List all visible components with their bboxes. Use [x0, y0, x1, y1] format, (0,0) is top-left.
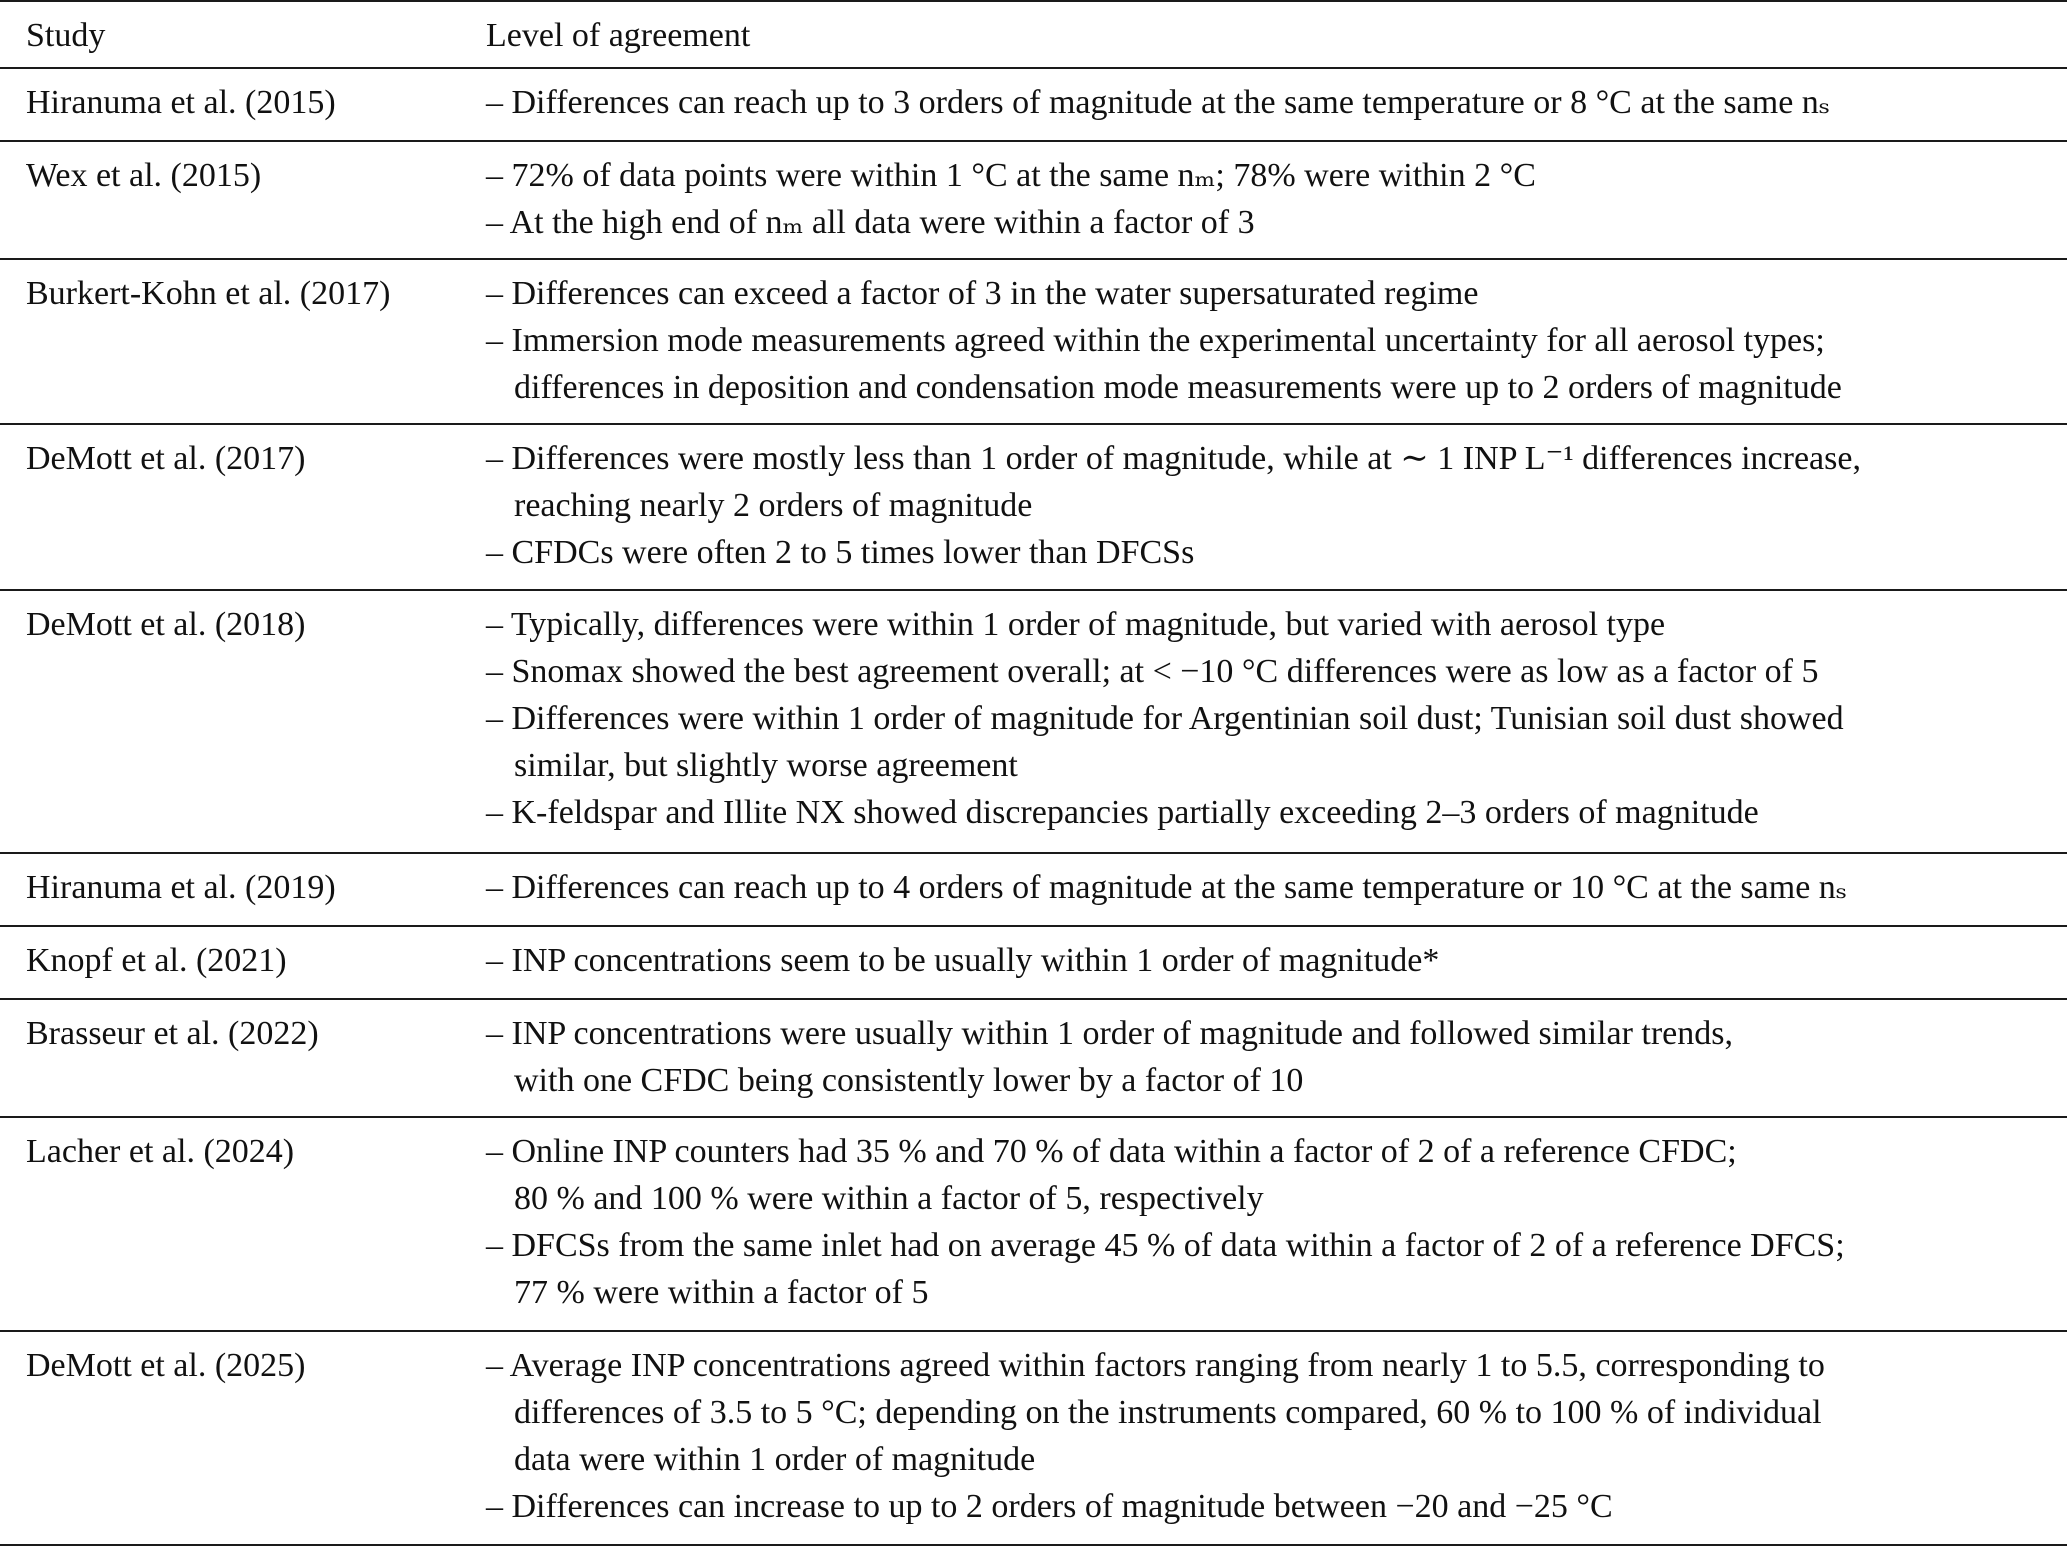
agreement-text — [486, 601, 1844, 836]
table-row — [0, 852, 2067, 925]
study-name: DeMott et al. (2025) — [26, 1347, 306, 1384]
agreement-line: 77 % were within a factor of 5 — [514, 1274, 929, 1311]
agreement-line: – Differences can reach up to 3 orders of magnitude at the same temperature or 8 °C at the same nₛ — [486, 84, 1831, 121]
table-bottom-rule — [0, 1544, 2067, 1546]
header-study: Study — [26, 17, 106, 54]
agreement-line: – Differences can reach up to 4 orders of magnitude at the same temperature or 10 °C at the same nₛ — [486, 869, 1848, 906]
agreement-line: reaching nearly 2 orders of magnitude — [514, 487, 1033, 524]
table-row — [0, 1330, 2067, 1544]
agreement-line: – Typically, differences were within 1 order of magnitude, but varied with aerosol type — [486, 606, 1666, 643]
agreement-line: – DFCSs from the same inlet had on average 45 % of data within a factor of 2 of a reference DFCS; — [486, 1227, 1845, 1264]
study-name: Wex et al. (2015) — [26, 157, 262, 194]
study-name: DeMott et al. (2017) — [26, 440, 306, 477]
agreement-line: – Average INP concentrations agreed within factors ranging from nearly 1 to 5.5, corresponding to — [486, 1347, 1825, 1384]
agreement-line: differences in deposition and condensation mode measurements were up to 2 orders of magnitude — [514, 369, 1842, 406]
agreement-text — [486, 1128, 1845, 1316]
study-name: Lacher et al. (2024) — [26, 1133, 295, 1170]
agreement-text — [486, 435, 1861, 576]
agreement-line: with one CFDC being consistently lower by a factor of 10 — [514, 1062, 1304, 1099]
table-row — [0, 925, 2067, 998]
study-name: Burkert-Kohn et al. (2017) — [26, 275, 391, 312]
agreement-line: – Online INP counters had 35 % and 70 % of data within a factor of 2 of a reference CFDC; — [486, 1133, 1737, 1170]
agreement-text — [486, 864, 1847, 911]
study-name: Brasseur et al. (2022) — [26, 1015, 319, 1052]
agreement-line: – INP concentrations seem to be usually within 1 order of magnitude* — [486, 942, 1440, 979]
table-row — [0, 998, 2067, 1116]
agreement-line: – Differences can exceed a factor of 3 in the water supersaturated regime — [486, 275, 1479, 312]
agreement-line: 80 % and 100 % were within a factor of 5, respectively — [514, 1180, 1264, 1217]
agreement-line: – At the high end of nₘ all data were within a factor of 3 — [486, 204, 1255, 241]
table-header — [0, 0, 2067, 67]
study-name: DeMott et al. (2018) — [26, 606, 306, 643]
agreement-line: – 72% of data points were within 1 °C at the same nₘ; 78% were within 2 °C — [486, 157, 1536, 194]
header-agreement: Level of agreement — [486, 17, 751, 54]
agreement-line: differences of 3.5 to 5 °C; depending on the instruments compared, 60 % to 100 % of individual — [514, 1394, 1822, 1431]
table-row — [0, 67, 2067, 140]
agreement-line: data were within 1 order of magnitude — [514, 1441, 1036, 1478]
agreement-line: – INP concentrations were usually within 1 order of magnitude and followed similar trends, — [486, 1015, 1733, 1052]
table-row — [0, 589, 2067, 852]
table-row — [0, 140, 2067, 258]
agreement-line: – Immersion mode measurements agreed within the experimental uncertainty for all aerosol types; — [486, 322, 1825, 359]
agreement-line: – Differences were within 1 order of magnitude for Argentinian soil dust; Tunisian soil dust showed — [486, 700, 1844, 737]
agreement-line: – CFDCs were often 2 to 5 times lower than DFCSs — [486, 534, 1195, 571]
agreement-text — [486, 1010, 1733, 1104]
study-name: Knopf et al. (2021) — [26, 942, 287, 979]
agreement-line: – Differences were mostly less than 1 order of magnitude, while at ∼ 1 INP L⁻¹ differences increase, — [486, 440, 1861, 477]
agreement-text — [486, 1342, 1825, 1530]
table-row — [0, 258, 2067, 423]
agreement-line: – Snomax showed the best agreement overall; at < −10 °C differences were as low as a factor of 5 — [486, 653, 1819, 690]
study-name: Hiranuma et al. (2015) — [26, 84, 336, 121]
agreement-text — [486, 937, 1439, 984]
agreement-text — [486, 79, 1830, 126]
agreement-text — [486, 270, 1842, 411]
agreement-line: – Differences can increase to up to 2 orders of magnitude between −20 and −25 °C — [486, 1488, 1613, 1525]
study-name: Hiranuma et al. (2019) — [26, 869, 336, 906]
agreement-line: similar, but slightly worse agreement — [514, 747, 1018, 784]
agreement-line: – K-feldspar and Illite NX showed discrepancies partially exceeding 2–3 orders of magnitude — [486, 794, 1759, 831]
table-row — [0, 423, 2067, 589]
table-row — [0, 1116, 2067, 1330]
agreement-text — [486, 152, 1536, 246]
